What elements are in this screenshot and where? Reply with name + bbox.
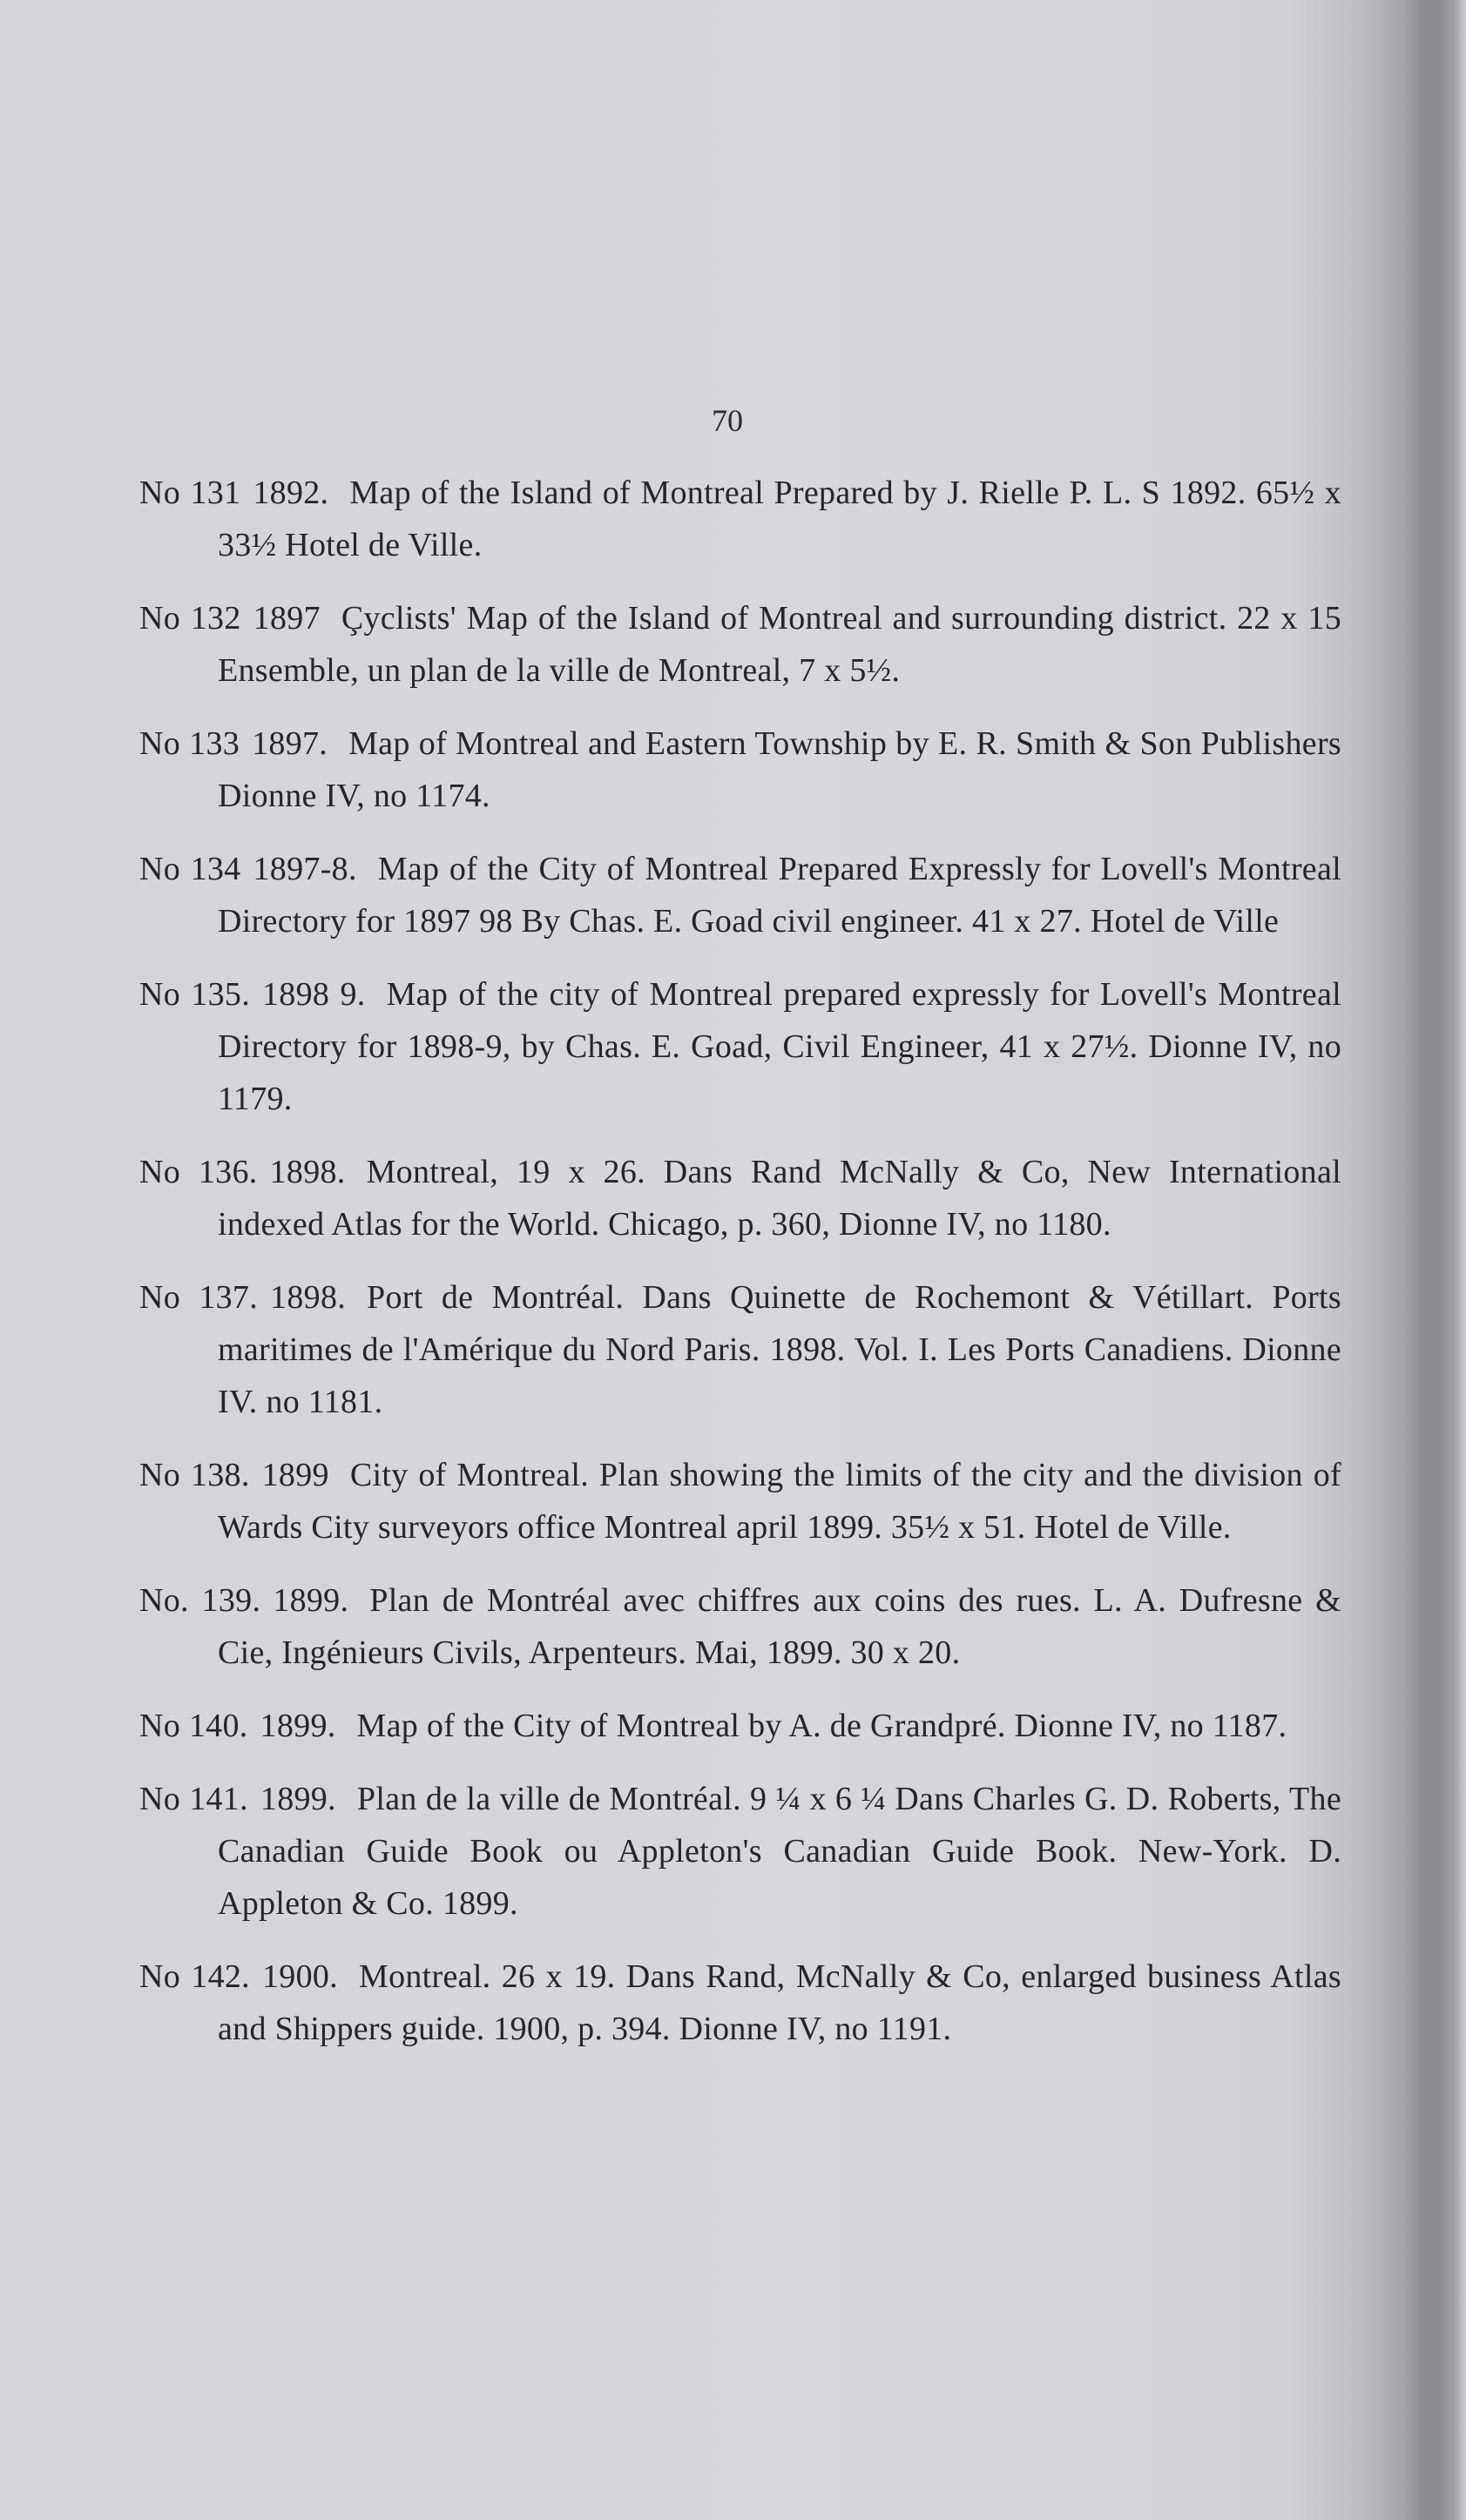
entry-number: No. 139. xyxy=(139,1582,261,1619)
entry-number: No 134 xyxy=(139,851,241,887)
entry-number: No 133 xyxy=(139,725,240,762)
map-entry xyxy=(139,1146,1341,1250)
entry-text: Plan de Montréal avec chiffres aux coins des rues. L. A. Dufresne & Cie, Ingénieurs Civils, Arpenteurs. Mai, 1899. 30 x 20. xyxy=(218,1582,1341,1671)
entry-number: No 136. xyxy=(139,1154,258,1190)
entry-text: Map of the Island of Montreal Prepared by J. Rielle P. L. S 1892. 65½ x 33½ Hotel de Ville. xyxy=(218,475,1341,563)
map-entry xyxy=(139,1449,1341,1553)
entry-year: 1900. xyxy=(261,1958,338,1995)
page-number: 70 xyxy=(712,403,743,438)
entry-text: Map of the City of Montreal Prepared Expressly for Lovell's Montreal Directory for 1897 98 By Chas. E. Goad civil engineer. 41 x 27. Hotel de Ville xyxy=(218,851,1341,940)
entry-year: 1899. xyxy=(260,1708,336,1744)
entry-year: 1897. xyxy=(252,725,328,762)
entry-year: 1892. xyxy=(253,475,329,511)
map-entry xyxy=(139,843,1341,947)
entry-number: No 138. xyxy=(139,1457,250,1493)
map-entry xyxy=(139,1574,1341,1679)
map-entry xyxy=(139,1700,1341,1752)
entry-year: 1898. xyxy=(270,1279,347,1316)
entry-text: Map of Montreal and Eastern Township by E. R. Smith & Son Publishers Dionne IV, no 1174. xyxy=(218,725,1342,814)
entry-number: No 142. xyxy=(139,1958,250,1995)
entry-year: 1898 9. xyxy=(262,976,366,1013)
entry-text: Plan de la ville de Montréal. 9 ¼ x 6 ¼ Dans Charles G. D. Roberts, The Canadian Guide Book ou Appleton's Canadian Guide Book. New-York. D. Appleton & Co. 1899. xyxy=(218,1781,1341,1922)
entry-year: 1899 xyxy=(261,1457,329,1493)
entry-number: No 132 xyxy=(139,600,241,637)
map-entry xyxy=(139,467,1341,571)
entry-number: No 135. xyxy=(139,976,250,1013)
entry-number: No 131 xyxy=(139,475,241,511)
map-entry xyxy=(139,968,1341,1125)
entry-number: No 141. xyxy=(139,1781,248,1817)
entry-text: Map of the City of Montreal by A. de Grandpré. Dionne IV, no 1187. xyxy=(356,1708,1287,1744)
entry-year: 1899. xyxy=(260,1781,336,1817)
entry-text: Montreal. 26 x 19. Dans Rand, McNally & Co, enlarged business Atlas and Shippers guide. 1900, p. 394. Dionne IV, no 1191. xyxy=(218,1958,1341,2047)
map-entry xyxy=(139,1951,1341,2055)
map-entry xyxy=(139,718,1341,822)
map-entry xyxy=(139,1773,1341,1930)
spine-shadow xyxy=(1405,0,1466,2520)
entry-number: No 140. xyxy=(139,1708,248,1744)
entry-text: Montreal, 19 x 26. Dans Rand McNally & Co, New International indexed Atlas for the World. Chicago, p. 360, Dionne IV, no 1180. xyxy=(218,1154,1342,1243)
entry-year: 1898. xyxy=(269,1154,346,1190)
entry-number: No 137. xyxy=(139,1279,259,1316)
entry-text: Port de Montréal. Dans Quinette de Rochemont & Vétillart. Ports maritimes de l'Amérique du Nord Paris. 1898. Vol. I. Les Ports Canadiens. Dionne IV. no 1181. xyxy=(218,1279,1342,1420)
entry-year: 1897 xyxy=(253,600,321,637)
map-entries-list xyxy=(139,467,1341,2076)
entry-year: 1897-8. xyxy=(253,851,357,887)
map-entry xyxy=(139,1271,1341,1428)
entry-text: Çyclists' Map of the Island of Montreal and surrounding district. 22 x 15 Ensemble, un plan de la ville de Montreal, 7 x 5½. xyxy=(218,600,1342,689)
map-entry xyxy=(139,592,1341,697)
entry-year: 1899. xyxy=(273,1582,349,1619)
entry-text: City of Montreal. Plan showing the limits of the city and the division of Wards City surveyors office Montreal april 1899. 35½ x 51. Hotel de Ville. xyxy=(218,1457,1341,1546)
entry-text: Map of the city of Montreal prepared expressly for Lovell's Montreal Directory for 1898-9, by Chas. E. Goad, Civil Engineer, 41 x 27½. Dionne IV, no 1179. xyxy=(218,976,1341,1117)
